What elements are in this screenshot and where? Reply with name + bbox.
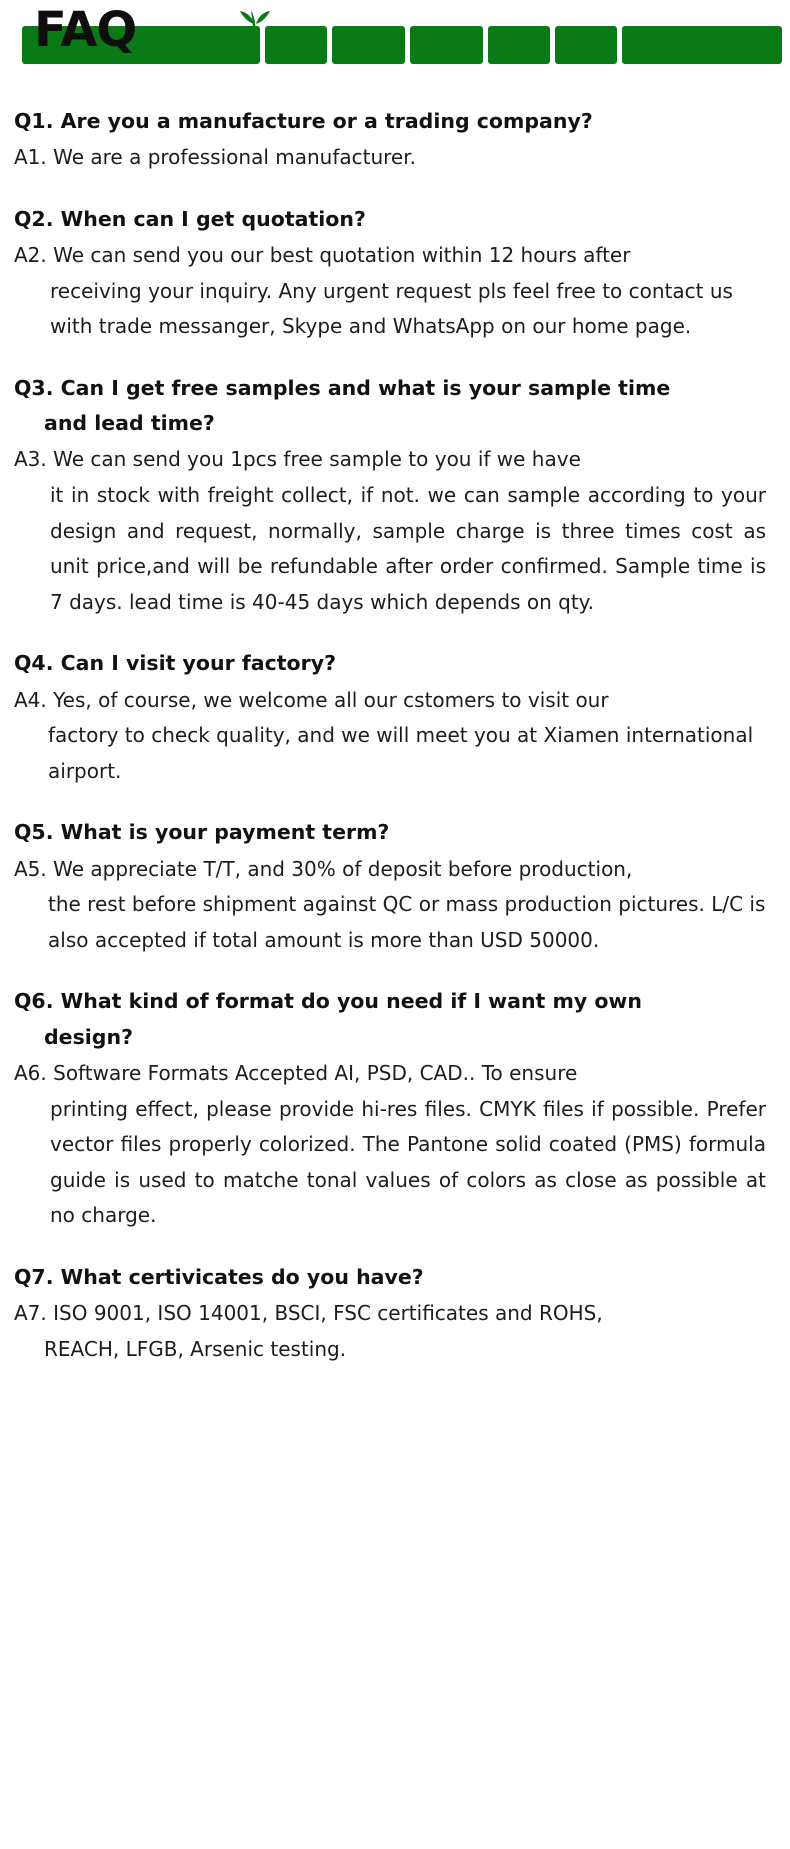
faq-question-label: Q7. — [14, 1264, 54, 1289]
faq-question-label: Q6. — [14, 989, 54, 1014]
faq-answer-text: We appreciate T/T, and 30% of deposit before production, — [53, 856, 633, 881]
faq-answer-label: A2. — [14, 243, 47, 268]
faq-answer — [12, 1056, 778, 1234]
faq-question-text-cont: and lead time? — [44, 411, 215, 436]
faq-item — [12, 646, 778, 789]
faq-answer-label: A5. — [14, 856, 47, 881]
faq-question-text: What kind of format do you need if I want my own — [60, 989, 642, 1014]
faq-question-label: Q5. — [14, 820, 54, 845]
faq-item — [12, 815, 778, 958]
faq-answer — [12, 140, 778, 176]
faq-question-text: Can I visit your factory? — [60, 651, 336, 676]
faq-question-text: What is your payment term? — [60, 820, 390, 845]
faq-answer-label: A7. — [14, 1301, 47, 1326]
faq-answer-text-cont: factory to check quality, and we will meet you at Xiamen international airport. — [48, 723, 754, 783]
faq-question — [12, 646, 778, 681]
bamboo-segment — [410, 26, 483, 64]
faq-answer-text: We can send you 1pcs free sample to you if we have — [53, 447, 581, 472]
faq-answer-text: Yes, of course, we welcome all our cstomers to visit our — [53, 687, 609, 712]
faq-answer-label: A3. — [14, 447, 47, 472]
faq-banner — [12, 2, 778, 70]
faq-question — [12, 202, 778, 237]
faq-item — [12, 371, 778, 620]
page-title: FAQ — [34, 2, 137, 58]
bamboo-segment — [622, 26, 782, 64]
bamboo-segment — [332, 26, 405, 64]
faq-question-label: Q4. — [14, 651, 54, 676]
faq-answer-label: A1. — [14, 145, 47, 170]
faq-answer-text-cont: receiving your inquiry. Any urgent request pls feel free to contact us with trade messanger, Skype and WhatsApp on our home page. — [50, 278, 733, 339]
faq-page — [0, 2, 790, 1849]
faq-item — [12, 984, 778, 1233]
faq-answer-label: A4. — [14, 687, 47, 712]
faq-item — [12, 1260, 778, 1367]
faq-question — [12, 815, 778, 850]
faq-answer-text: We are a professional manufacturer. — [53, 145, 416, 170]
bamboo-segment — [265, 26, 327, 64]
faq-question — [12, 984, 778, 1055]
faq-answer — [12, 442, 778, 620]
faq-question-label: Q1. — [14, 109, 54, 133]
faq-question-text: When can I get quotation? — [60, 206, 366, 231]
faq-item — [12, 104, 778, 176]
faq-answer-text-cont: REACH, LFGB, Arsenic testing. — [44, 1336, 347, 1361]
faq-answer — [12, 852, 778, 959]
faq-question-label: Q3. — [14, 375, 54, 400]
faq-answer-text-cont: the rest before shipment against QC or mass production pictures. L/C is also accepted if total amount is more than USD 50000. — [48, 892, 766, 952]
faq-answer-text-cont: it in stock with freight collect, if not. we can sample according to your design and request, normally, sample charge is three times cost as unit price,and will be refundable after order confirmed. Sample time is 7 days. lead time is 40-45 days which depends on qty. — [50, 482, 766, 614]
faq-question — [12, 1260, 778, 1295]
faq-question-text: Are you a manufacture or a trading company? — [60, 109, 593, 133]
faq-question — [12, 104, 778, 139]
faq-item — [12, 202, 778, 345]
faq-question-label: Q2. — [14, 206, 54, 231]
bamboo-segment — [488, 26, 550, 64]
faq-answer — [12, 1296, 778, 1367]
faq-question-text: What certivicates do you have? — [60, 1264, 424, 1289]
faq-answer-text: Software Formats Accepted AI, PSD, CAD.. To ensure — [53, 1060, 578, 1085]
faq-answer-text-cont: printing effect, please provide hi-res files. CMYK files if possible. Prefer vector files properly colorized. The Pantone solid coated (PMS) formula guide is used to matche tonal values of colors as close as possible at no charge. — [50, 1096, 766, 1228]
bamboo-segment — [555, 26, 617, 64]
faq-answer-text: ISO 9001, ISO 14001, BSCI, FSC certificates and ROHS, — [53, 1301, 603, 1326]
faq-answer-text: We can send you our best quotation within 12 hours after — [53, 243, 631, 268]
bamboo-leaf-icon — [238, 8, 274, 38]
faq-answer — [12, 238, 778, 345]
faq-question-text: Can I get free samples and what is your sample time — [60, 375, 671, 400]
faq-question — [12, 371, 778, 442]
faq-answer-label: A6. — [14, 1060, 47, 1085]
faq-list — [12, 104, 778, 1367]
faq-question-text-cont: design? — [44, 1024, 133, 1049]
faq-answer — [12, 683, 778, 790]
